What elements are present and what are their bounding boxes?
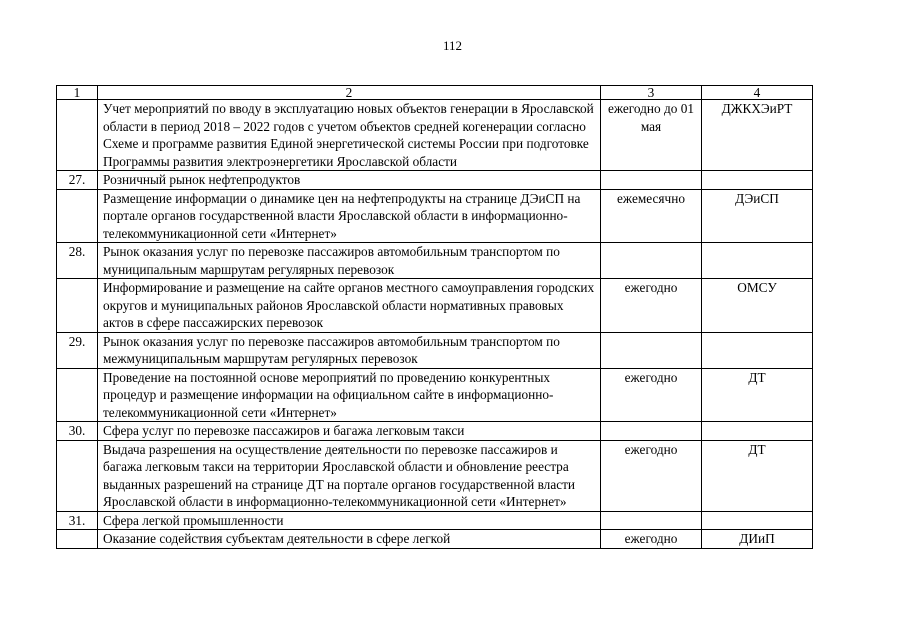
row-number: 27. xyxy=(57,171,98,190)
table-row xyxy=(57,440,813,511)
table-row xyxy=(57,368,813,422)
row-executor: ДЖКХЭиРТ xyxy=(702,100,813,171)
table-row xyxy=(57,279,813,333)
table-row xyxy=(57,332,813,368)
table-row xyxy=(57,171,813,190)
page-number: 112 xyxy=(442,38,463,53)
row-executor: ДТ xyxy=(702,368,813,422)
header-col-2: 2 xyxy=(98,86,601,100)
row-text: Рынок оказания услуг по перевозке пассажиров автомобильным транспортом по муниципальным маршрутам регулярных перевозок xyxy=(98,243,601,279)
row-term: ежегодно xyxy=(601,279,702,333)
row-text: Сфера легкой промышленности xyxy=(98,511,601,530)
row-executor xyxy=(702,243,813,279)
row-text: Выдача разрешения на осуществление деятельности по перевозке пассажиров и багажа легковым такси на территории Ярославской области и обновление реестра выданных разрешений на странице ДТ на портале органов государственной власти Ярославской области в информационно-телекоммуникационной сети «Интернет» xyxy=(98,440,601,511)
row-term xyxy=(601,422,702,441)
row-text: Размещение информации о динамике цен на нефтепродукты на странице ДЭиСП на портале органов государственной власти Ярославской области в информационно-телекоммуникационной сети «Интернет» xyxy=(98,189,601,243)
row-number: 30. xyxy=(57,422,98,441)
row-executor xyxy=(702,511,813,530)
row-term: ежегодно xyxy=(601,368,702,422)
table-row xyxy=(57,422,813,441)
table-row xyxy=(57,189,813,243)
row-term: ежегодно xyxy=(601,530,702,549)
row-text: Учет мероприятий по вводу в эксплуатацию новых объектов генерации в Ярославской области в период 2018 – 2022 годов с учетом объектов средней когенерации согласно Схеме и программе развития Единой энергетической системы России при подготовке Программы развития электроэнергетики Ярославской области xyxy=(98,100,601,171)
row-executor: ДЭиСП xyxy=(702,189,813,243)
row-number xyxy=(57,530,98,549)
table-row xyxy=(57,511,813,530)
row-term xyxy=(601,171,702,190)
row-executor: ДТ xyxy=(702,440,813,511)
row-text: Информирование и размещение на сайте органов местного самоуправления городских округов и муниципальных районов Ярославской области нормативных правовых актов в сфере пассажирских перевозок xyxy=(98,279,601,333)
header-col-3: 3 xyxy=(601,86,702,100)
row-text: Розничный рынок нефтепродуктов xyxy=(98,171,601,190)
measures-table xyxy=(56,85,813,549)
header-col-1: 1 xyxy=(57,86,98,100)
row-number: 28. xyxy=(57,243,98,279)
row-number: 31. xyxy=(57,511,98,530)
row-executor xyxy=(702,171,813,190)
row-text: Проведение на постоянной основе мероприятий по проведению конкурентных процедур и размещение информации на официальном сайте в информационно-телекоммуникационной сети «Интернет» xyxy=(98,368,601,422)
row-term: ежегодно xyxy=(601,440,702,511)
table-row xyxy=(57,243,813,279)
row-term: ежемесячно xyxy=(601,189,702,243)
row-number xyxy=(57,279,98,333)
table-header-row xyxy=(57,86,813,100)
row-executor: ОМСУ xyxy=(702,279,813,333)
row-number xyxy=(57,368,98,422)
row-term xyxy=(601,243,702,279)
row-executor xyxy=(702,422,813,441)
row-executor: ДИиП xyxy=(702,530,813,549)
row-executor xyxy=(702,332,813,368)
row-text: Оказание содействия субъектам деятельности в сфере легкой xyxy=(98,530,601,549)
header-col-4: 4 xyxy=(702,86,813,100)
row-text: Сфера услуг по перевозке пассажиров и багажа легковым такси xyxy=(98,422,601,441)
row-number xyxy=(57,100,98,171)
table-row xyxy=(57,100,813,171)
row-term xyxy=(601,332,702,368)
row-number xyxy=(57,189,98,243)
row-number xyxy=(57,440,98,511)
table-row xyxy=(57,530,813,549)
row-term xyxy=(601,511,702,530)
row-text: Рынок оказания услуг по перевозке пассажиров автомобильным транспортом по межмуниципальным маршрутам регулярных перевозок xyxy=(98,332,601,368)
row-term: ежегодно до 01 мая xyxy=(601,100,702,171)
row-number: 29. xyxy=(57,332,98,368)
